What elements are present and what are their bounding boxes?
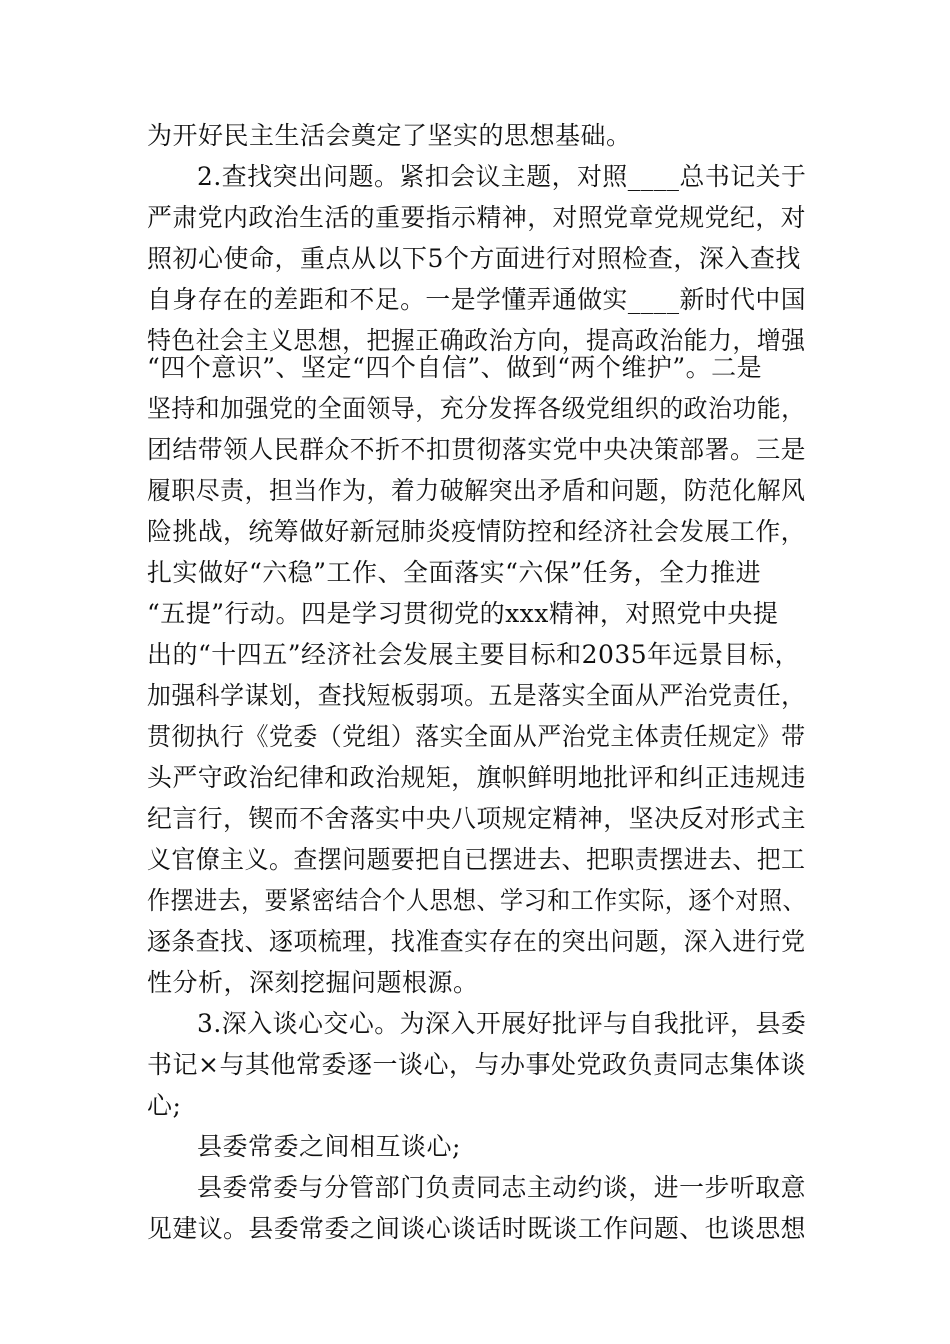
text-line: 扎实做好“六稳”工作、全面落实“六保”任务，全力推进 bbox=[147, 558, 762, 587]
text-line: 县委常委与分管部门负责同志主动约谈，进一步听取意 bbox=[197, 1173, 807, 1202]
text-line: 为开好民主生活会奠定了坚实的思想基础。 bbox=[147, 121, 632, 150]
text-line: 团结带领人民群众不折不扣贯彻落实党中央决策部署。三是 bbox=[147, 435, 807, 464]
text-line: 履职尽责，担当作为，着力破解突出矛盾和问题，防范化解风 bbox=[147, 476, 806, 505]
text-line: 坚持和加强党的全面领导，充分发挥各级党组织的政治功能， bbox=[147, 394, 806, 423]
text-line: 2.查找突出问题。紧扣会议主题，对照____总书记关于 bbox=[197, 162, 807, 191]
text-line: 逐条查找、逐项梳理，找准查实存在的突出问题，深入进行党 bbox=[147, 927, 806, 956]
text-line: 书记×与其他常委逐一谈心，与办事处党政负责同志集体谈 bbox=[147, 1050, 806, 1079]
text-line: 自身存在的差距和不足。一是学懂弄通做实____新时代中国 bbox=[147, 285, 807, 314]
text-line: 心; bbox=[147, 1091, 182, 1120]
text-line: 义官僚主义。查摆问题要把自已摆进去、把职责摆进去、把工 bbox=[147, 845, 806, 874]
text-line: 作摆进去，要紧密结合个人思想、学习和工作实际，逐个对照、 bbox=[147, 886, 807, 915]
text-line: 险挑战，统筹做好新冠肺炎疫情防控和经济社会发展工作， bbox=[147, 517, 807, 546]
text-line: 县委常委之间相互谈心; bbox=[197, 1132, 461, 1161]
text-line: 见建议。县委常委之间谈心谈话时既谈工作问题、也谈思想 bbox=[147, 1214, 807, 1243]
text-line: “五提”行动。四是学习贯彻党的xxx精神，对照党中央提 bbox=[147, 599, 779, 628]
text-line: 加强科学谋划，查找短板弱项。五是落实全面从严治党责任， bbox=[147, 681, 806, 710]
text-line: 3.深入谈心交心。为深入开展好批评与自我批评，县委 bbox=[197, 1009, 807, 1038]
text-line: 严肃党内政治生活的重要指示精神，对照党章党规党纪，对 bbox=[147, 203, 807, 232]
text-line: 头严守政治纪律和政治规矩，旗帜鲜明地批评和纠正违规违 bbox=[147, 763, 807, 792]
text-line: 特色社会主义思想，把握正确政治方向，提高政治能力，增强 bbox=[147, 326, 806, 355]
text-line: “四个意识”、坚定“四个自信”、做到“两个维护”。二是 bbox=[147, 353, 763, 382]
text-line: 出的“十四五”经济社会发展主要目标和2035年远景目标， bbox=[147, 640, 801, 669]
text-line: 贯彻执行《党委（党组）落实全面从严治党主体责任规定》带 bbox=[147, 722, 806, 751]
text-line: 照初心使命，重点从以下5个方面进行对照检查，深入查找 bbox=[147, 244, 801, 273]
text-line: 性分析，深刻挖掘问题根源。 bbox=[147, 968, 479, 997]
text-line: 纪言行，锲而不舍落实中央八项规定精神，坚决反对形式主 bbox=[147, 804, 807, 833]
